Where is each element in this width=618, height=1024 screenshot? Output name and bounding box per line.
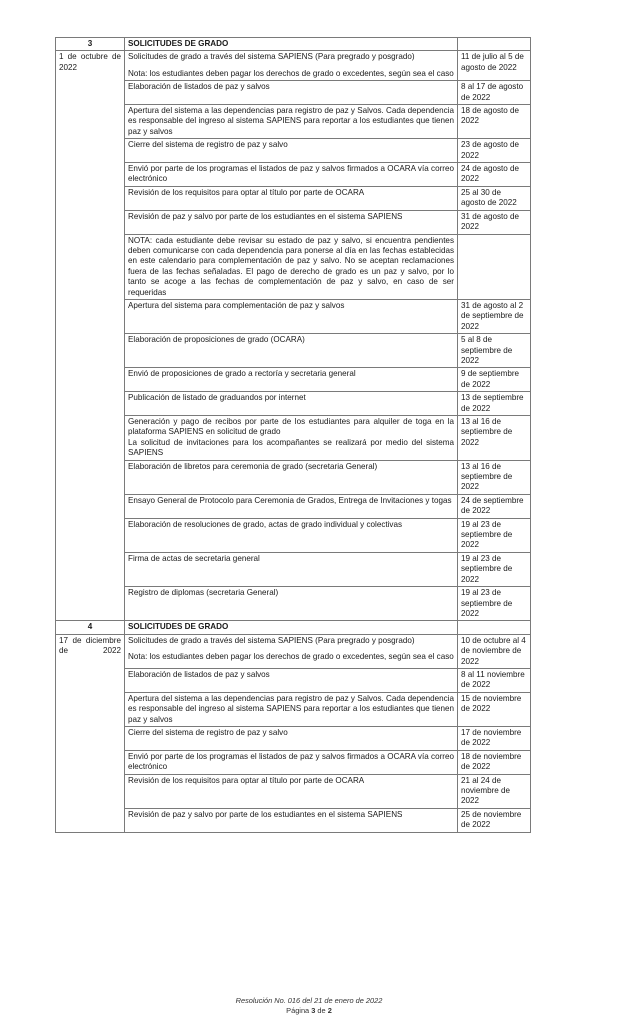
section-header-empty [458, 38, 531, 51]
activity-text: Cierre del sistema de registro de paz y salvo [128, 727, 288, 737]
activity-text: Generación y pago de recibos por parte de los estudiantes para alquiler de toga en la plataforma SAPIENS en solicitud de grado [128, 417, 454, 437]
activity-text: Apertura del sistema para complementación de paz y salvos [128, 300, 345, 310]
activity-text: Elaboración de libretos para ceremonia de grado (secretaria General) [128, 461, 378, 471]
activity-text: Envió por parte de los programas el listados de paz y salvos firmados a OCARA vía correo electrónico [128, 751, 454, 772]
activity-text-extra: La solicitud de invitaciones para los acompañantes se realizará por medio del sistema SAPIENS [128, 437, 454, 458]
activity-text: Solicitudes de grado a través del sistema SAPIENS (Para pregrado y posgrado) [128, 52, 415, 62]
table-row [56, 460, 531, 494]
activity-text: Elaboración de listados de paz y salvos [128, 669, 270, 679]
activity-text: Revisión de paz y salvo por parte de los estudiantes en el sistema SAPIENS [128, 809, 403, 819]
activity-cell [125, 392, 458, 416]
activity-date: 24 de agosto de 2022 [458, 163, 531, 187]
table-row [56, 668, 531, 692]
activity-cell [125, 668, 458, 692]
activity-date [458, 234, 531, 299]
activity-text: Revisión de paz y salvo por parte de los estudiantes en el sistema SAPIENS [128, 211, 403, 221]
activity-text: Apertura del sistema a las dependencias para registro de paz y Salvos. Cada dependencia es responsable del ingreso al sistema SAPIENS para reportar a los estudiantes que tienen paz y salvos [128, 693, 454, 724]
activity-cell [125, 81, 458, 105]
activity-cell [125, 750, 458, 774]
table-row [56, 692, 531, 726]
table-row [56, 726, 531, 750]
activity-date: 18 de agosto de 2022 [458, 105, 531, 139]
activity-text: Elaboración de listados de paz y salvos [128, 82, 270, 92]
activity-cell [125, 334, 458, 368]
activity-cell [125, 518, 458, 552]
section-title: SOLICITUDES DE GRADO [125, 38, 458, 51]
section-header-empty [458, 621, 531, 634]
page-current: 3 [311, 1006, 316, 1015]
activity-text: Elaboración de proposiciones de grado (OCARA) [128, 335, 305, 345]
activity-date: 11 de julio al 5 de agosto de 2022 [458, 51, 531, 81]
table-row [56, 416, 531, 461]
table-row [56, 139, 531, 163]
table-row [56, 210, 531, 234]
activity-cell [125, 163, 458, 187]
activity-note: Nota: los estudiantes deben pagar los derechos de grado o excedentes, según sea el caso [128, 68, 454, 78]
activity-text: Apertura del sistema a las dependencias para registro de paz y Salvos. Cada dependencia es responsable del ingreso al sistema SAPIENS para reportar a los estudiantes que tienen paz y salvos [128, 106, 454, 136]
activity-date: 19 al 23 de septiembre de 2022 [458, 587, 531, 621]
activity-cell [125, 299, 458, 333]
activity-date: 31 de agosto de 2022 [458, 210, 531, 234]
page-of: de [317, 1006, 326, 1015]
activity-date: 10 de octubre al 4 de noviembre de 2022 [458, 634, 531, 668]
activity-date: 17 de noviembre de 2022 [458, 726, 531, 750]
section-header-row [56, 621, 531, 634]
activity-cell [125, 210, 458, 234]
activity-date: 21 al 24 de noviembre de 2022 [458, 774, 531, 808]
table-row [56, 186, 531, 210]
footer-resolution: Resolución No. 016 del 21 de enero de 2022 [235, 996, 383, 1005]
activity-text: Envió por parte de los programas el listados de paz y salvos firmados a OCARA vía correo electrónico [128, 164, 454, 184]
activity-cell [125, 460, 458, 494]
activity-text: Registro de diplomas (secretaria General) [128, 588, 279, 598]
activity-cell [125, 368, 458, 392]
activity-date: 25 de noviembre de 2022 [458, 808, 531, 832]
activity-text: Solicitudes de grado a través del sistema SAPIENS (Para pregrado y posgrado) [128, 635, 415, 645]
activity-cell [125, 587, 458, 621]
activity-text: Cierre del sistema de registro de paz y salvo [128, 140, 288, 150]
activity-date: 31 de agosto al 2 de septiembre de 2022 [458, 299, 531, 333]
activity-date: 5 al 8 de septiembre de 2022 [458, 334, 531, 368]
section-title: SOLICITUDES DE GRADO [125, 621, 458, 634]
activity-date: 8 al 17 de agosto de 2022 [458, 81, 531, 105]
table-row [56, 51, 531, 81]
table-row [56, 494, 531, 518]
table-row [56, 392, 531, 416]
academic-calendar-table [55, 37, 531, 833]
activity-cell [125, 234, 458, 299]
section-header-row [56, 38, 531, 51]
activity-note: Nota: los estudiantes deben pagar los derechos de grado o excedentes, según sea el caso [128, 652, 454, 662]
activity-cell [125, 105, 458, 139]
table-row [56, 334, 531, 368]
activity-date: 13 al 16 de septiembre de 2022 [458, 416, 531, 461]
activity-text: NOTA: cada estudiante debe revisar su estado de paz y salvo, si encuentra pendientes deben comunicarse con cada dependencia para ponerse al día en las fechas establecidas en este calendario para complementación de paz y salvo. No se aceptan reclamaciones fuera de las fechas señaladas. El pago de derecho de grado es un paz y salvo, por lo tanto se acoge a las fechas de complementación de paz y salvo, en caso de ser requeridas [128, 235, 454, 297]
section-start-date: 17 de diciembre de 2022 [56, 634, 125, 832]
table-row [56, 634, 531, 668]
activity-date: 13 de septiembre de 2022 [458, 392, 531, 416]
activity-cell [125, 51, 458, 81]
table-row [56, 163, 531, 187]
table-row [56, 750, 531, 774]
activity-date: 18 de noviembre de 2022 [458, 750, 531, 774]
activity-cell [125, 494, 458, 518]
activity-date: 25 al 30 de agosto de 2022 [458, 186, 531, 210]
activity-cell [125, 416, 458, 461]
activity-text: Ensayo General de Protocolo para Ceremonia de Grados, Entrega de Invitaciones y togas [128, 495, 452, 505]
section-number: 3 [56, 38, 125, 51]
activity-date: 24 de septiembre de 2022 [458, 494, 531, 518]
activity-cell [125, 692, 458, 726]
page-total: 2 [327, 1006, 332, 1015]
footer-page-number [0, 1006, 618, 1015]
activity-text: Envió de proposiciones de grado a rectoría y secretaria general [128, 369, 356, 379]
table-row [56, 587, 531, 621]
table-row [56, 105, 531, 139]
table-row [56, 81, 531, 105]
activity-date: 15 de noviembre de 2022 [458, 692, 531, 726]
activity-date: 13 al 16 de septiembre de 2022 [458, 460, 531, 494]
activity-text: Publicación de listado de graduandos por internet [128, 393, 306, 403]
activity-text: Elaboración de resoluciones de grado, actas de grado individual y colectivas [128, 519, 403, 529]
activity-text: Revisión de los requisitos para optar al título por parte de OCARA [128, 187, 365, 197]
activity-text: Firma de actas de secretaria general [128, 553, 260, 563]
activity-cell [125, 634, 458, 668]
table-row [56, 808, 531, 832]
activity-cell [125, 774, 458, 808]
table-row [56, 774, 531, 808]
activity-cell [125, 808, 458, 832]
activity-date: 8 al 11 noviembre de 2022 [458, 668, 531, 692]
activity-date: 23 de agosto de 2022 [458, 139, 531, 163]
activity-date: 19 al 23 de septiembre de 2022 [458, 552, 531, 586]
section-start-date: 1 de octubre de 2022 [56, 51, 125, 621]
table-row [56, 552, 531, 586]
calendar-body [56, 38, 531, 833]
activity-cell [125, 186, 458, 210]
table-row [56, 299, 531, 333]
activity-date: 19 al 23 de septiembre de 2022 [458, 518, 531, 552]
table-row [56, 234, 531, 299]
activity-date: 9 de septiembre de 2022 [458, 368, 531, 392]
activity-cell [125, 139, 458, 163]
table-row [56, 368, 531, 392]
activity-cell [125, 726, 458, 750]
section-number: 4 [56, 621, 125, 634]
table-row [56, 518, 531, 552]
page-word: Página [286, 1006, 310, 1015]
activity-text: Revisión de los requisitos para optar al título por parte de OCARA [128, 775, 365, 785]
activity-cell [125, 552, 458, 586]
